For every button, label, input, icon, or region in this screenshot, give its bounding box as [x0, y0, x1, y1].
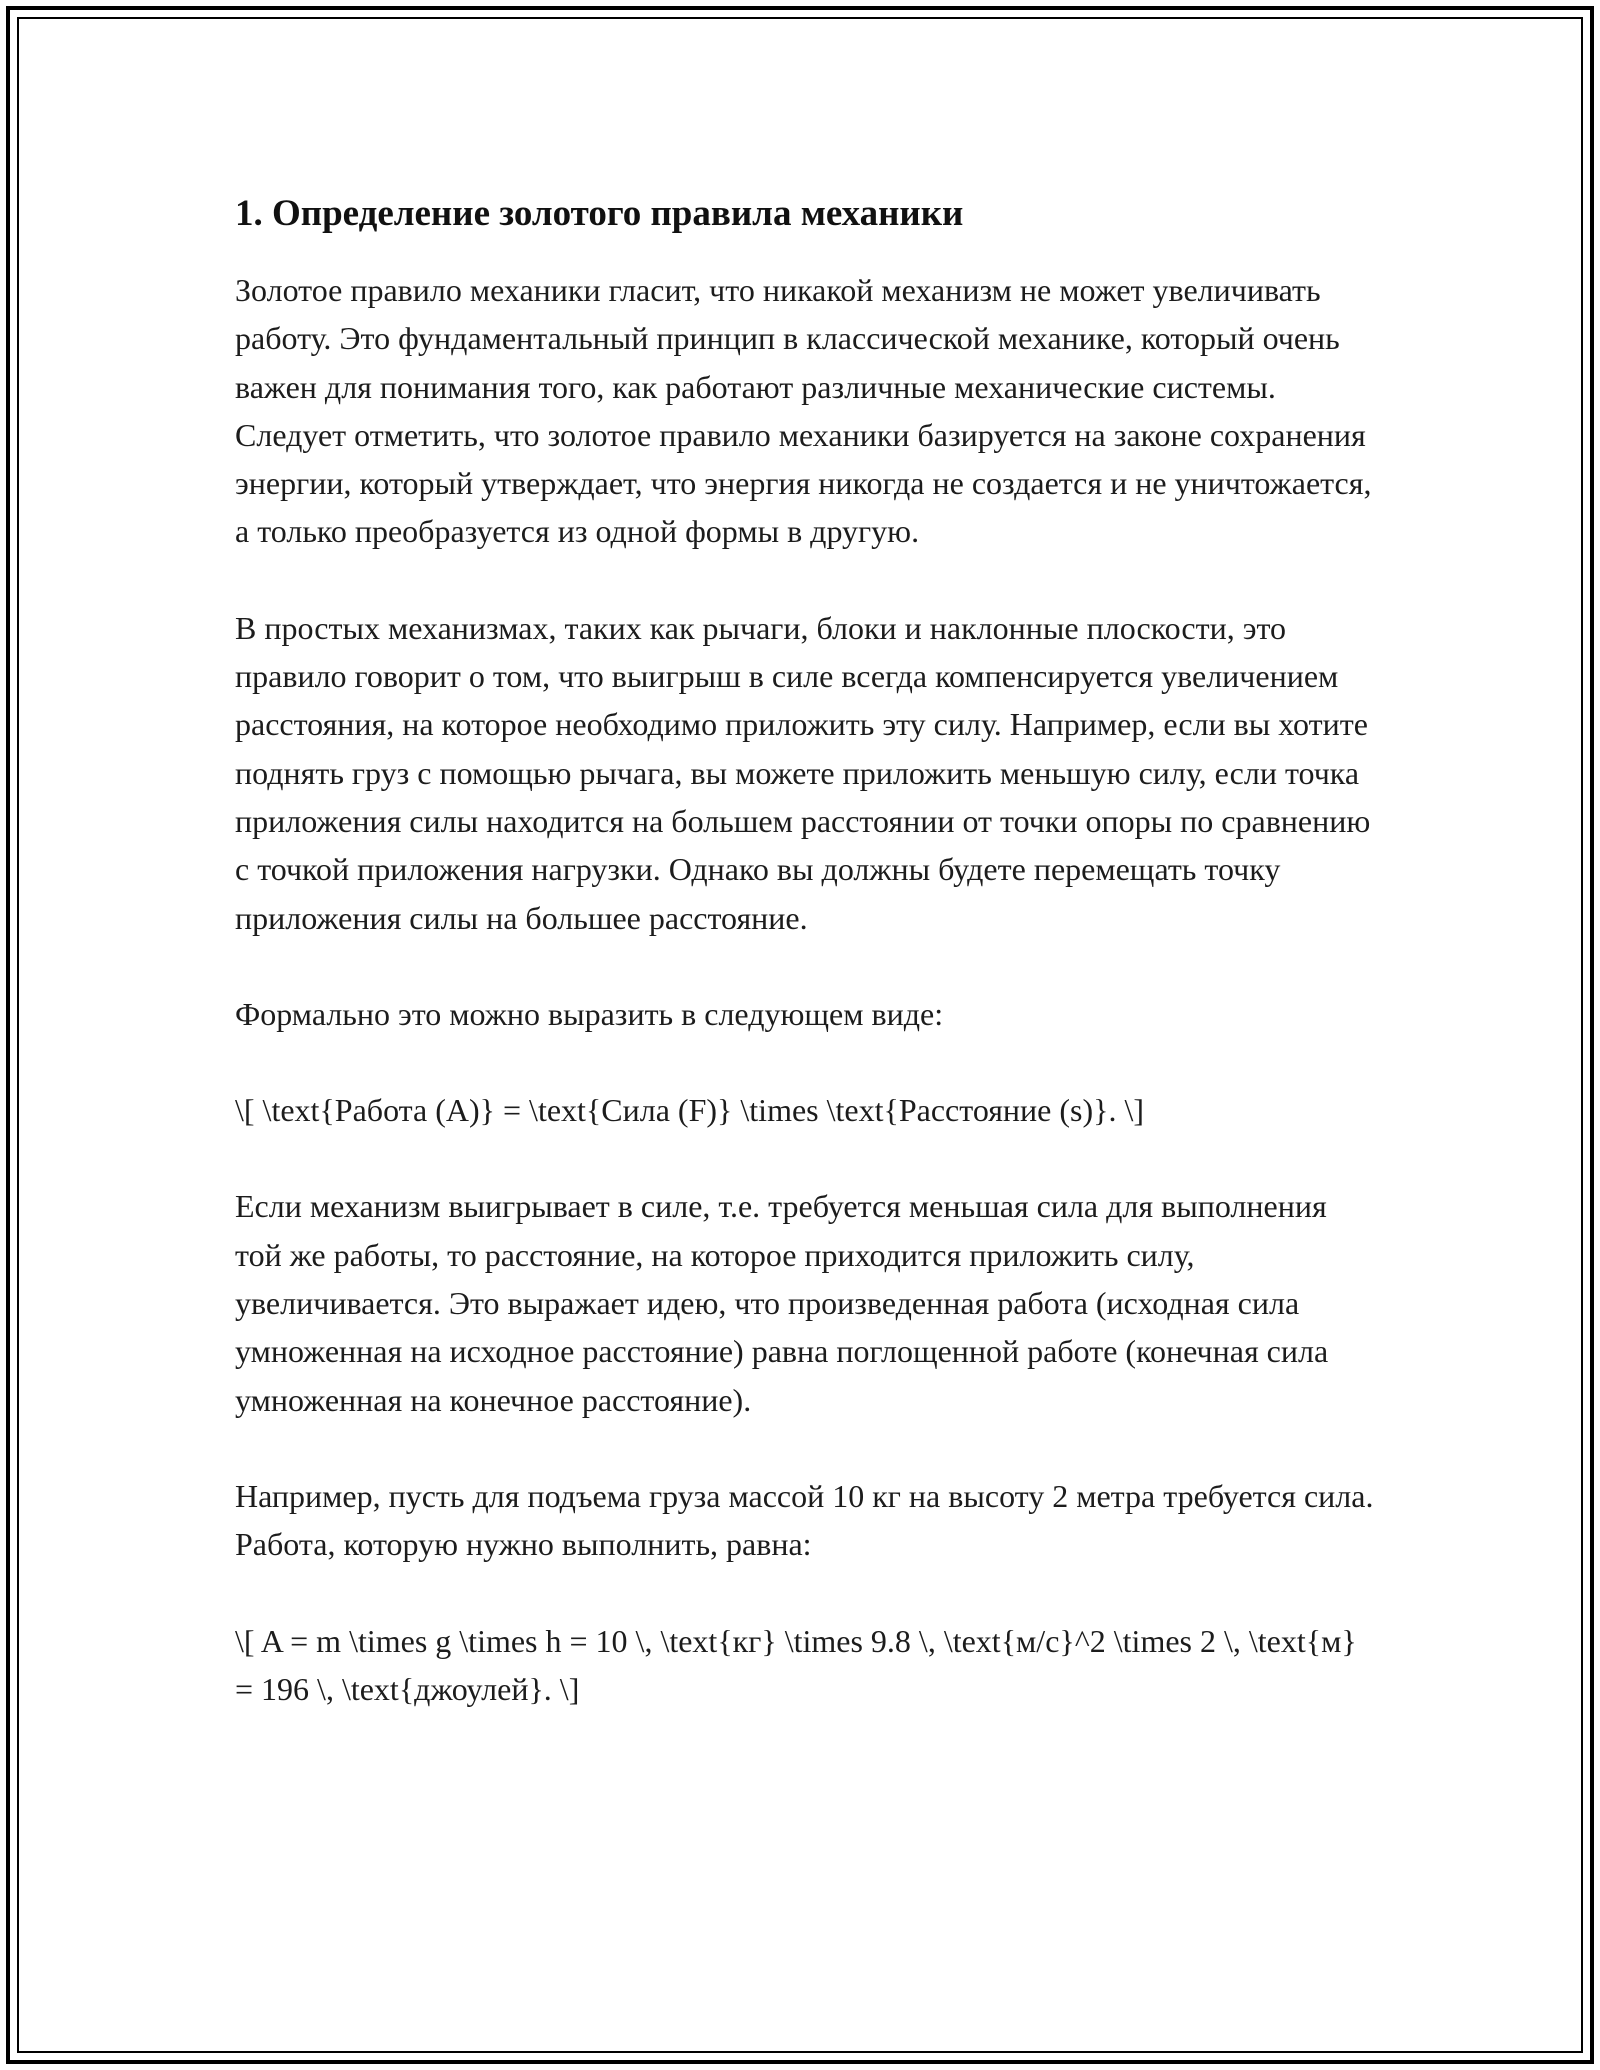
document-body [235, 186, 1375, 1713]
paragraph-force-gain: Если механизм выигрывает в силе, т.е. требуется меньшая сила для выполнения той же работы, то расстояние, на которое приходится приложить силу, увеличивается. Это выражает идею, что произведенная работа (исходная сила умноженная на исходное расстояние) равна поглощенной работе (конечная сила умноженная на конечное расстояние). [235, 1188, 1329, 1418]
paragraph-formal-intro: Формально это можно выразить в следующем виде: [235, 995, 944, 1032]
section-heading: 1. Определение золотого правила механики [235, 193, 964, 234]
paragraph-example: Например, пусть для подъема груза массой 10 кг на высоту 2 метра требуется сила. Работа, которую нужно выполнить, равна: [235, 1477, 1374, 1563]
paragraph-definition: Золотое правило механики гласит, что никакой механизм не может увеличивать работу. Это фундаментальный принцип в классической механике, который очень важен для понимания того, как работают различные механические системы. Следует отметить, что золотое правило механики базируется на законе сохранения энергии, который утверждает, что энергия никогда не создается и не уничтожается, а только преобразуется из одной формы в другую. [235, 272, 1372, 550]
formula-example: \[ A = m \times g \times h = 10 \, \text{кг} \times 9.8 \, \text{м/с}^2 \times 2 \, \text{м} = 196 \, \text{джоулей}. \] [235, 1622, 1357, 1707]
formula-work: \[ \text{Работа (A)} = \text{Сила (F)} \times \text{Расстояние (s)}. \] [235, 1092, 1145, 1129]
paragraph-simple-mechanisms: В простых механизмах, таких как рычаги, блоки и наклонные плоскости, это правило говорит о том, что выигрыш в силе всегда компенсируется увеличением расстояния, на которое необходимо приложить эту силу. Например, если вы хотите поднять груз с помощью рычага, вы можете приложить меньшую силу, если точка приложения силы находится на большем расстоянии от точки опоры по сравнению с точкой приложения нагрузки. Однако вы должны будете перемещать точку приложения силы на большее расстояние. [235, 609, 1371, 936]
